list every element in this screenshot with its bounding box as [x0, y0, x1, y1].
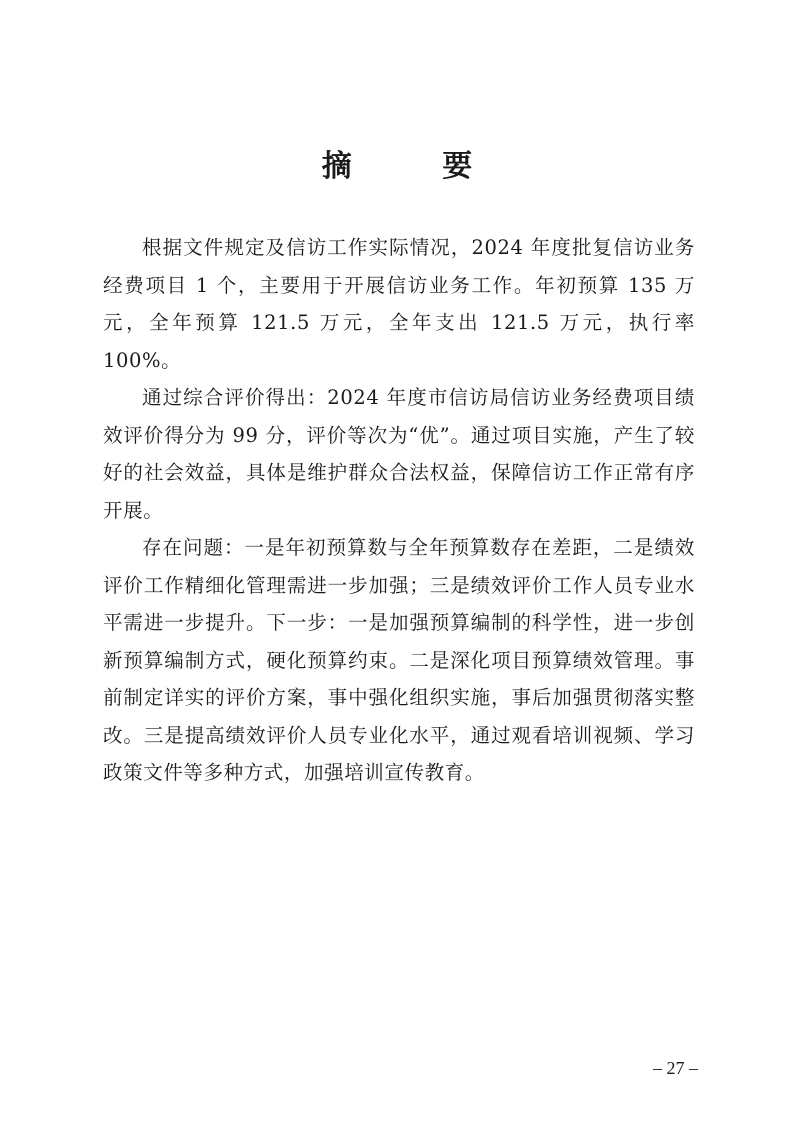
summary-body: [103, 229, 695, 792]
page-title: 摘 要: [321, 149, 513, 184]
paragraph-overview: 根据文件规定及信访工作实际情况，2024 年度批复信访业务经费项目 1 个，主要用于开展信访业务工作。年初预算 135 万元，全年预算 121.5 万元，全年支出 121.5 万元，执行率 100%。: [103, 236, 695, 372]
paragraph-issues-next-steps: 存在问题：一是年初预算数与全年预算数存在差距，二是绩效评价工作精细化管理需进一步加强；三是绩效评价工作人员专业水平需进一步提升。下一步：一是加强预算编制的科学性，进一步创新预算编制方式，硬化预算约束。二是深化项目预算绩效管理。事前制定详实的评价方案，事中强化组织实施，事后加强贯彻落实整改。三是提高绩效评价人员专业化水平，通过观看培训视频、学习政策文件等多种方式，加强培训宣传教育。: [103, 536, 695, 784]
paragraph-evaluation: 通过综合评价得出：2024 年度市信访局信访业务经费项目绩效评价得分为 99 分，评价等次为“优”。通过项目实施，产生了较好的社会效益，具体是维护群众合法权益，保障信访工作正常有序开展。: [103, 386, 695, 522]
page-number: – 27 –: [653, 1058, 698, 1078]
